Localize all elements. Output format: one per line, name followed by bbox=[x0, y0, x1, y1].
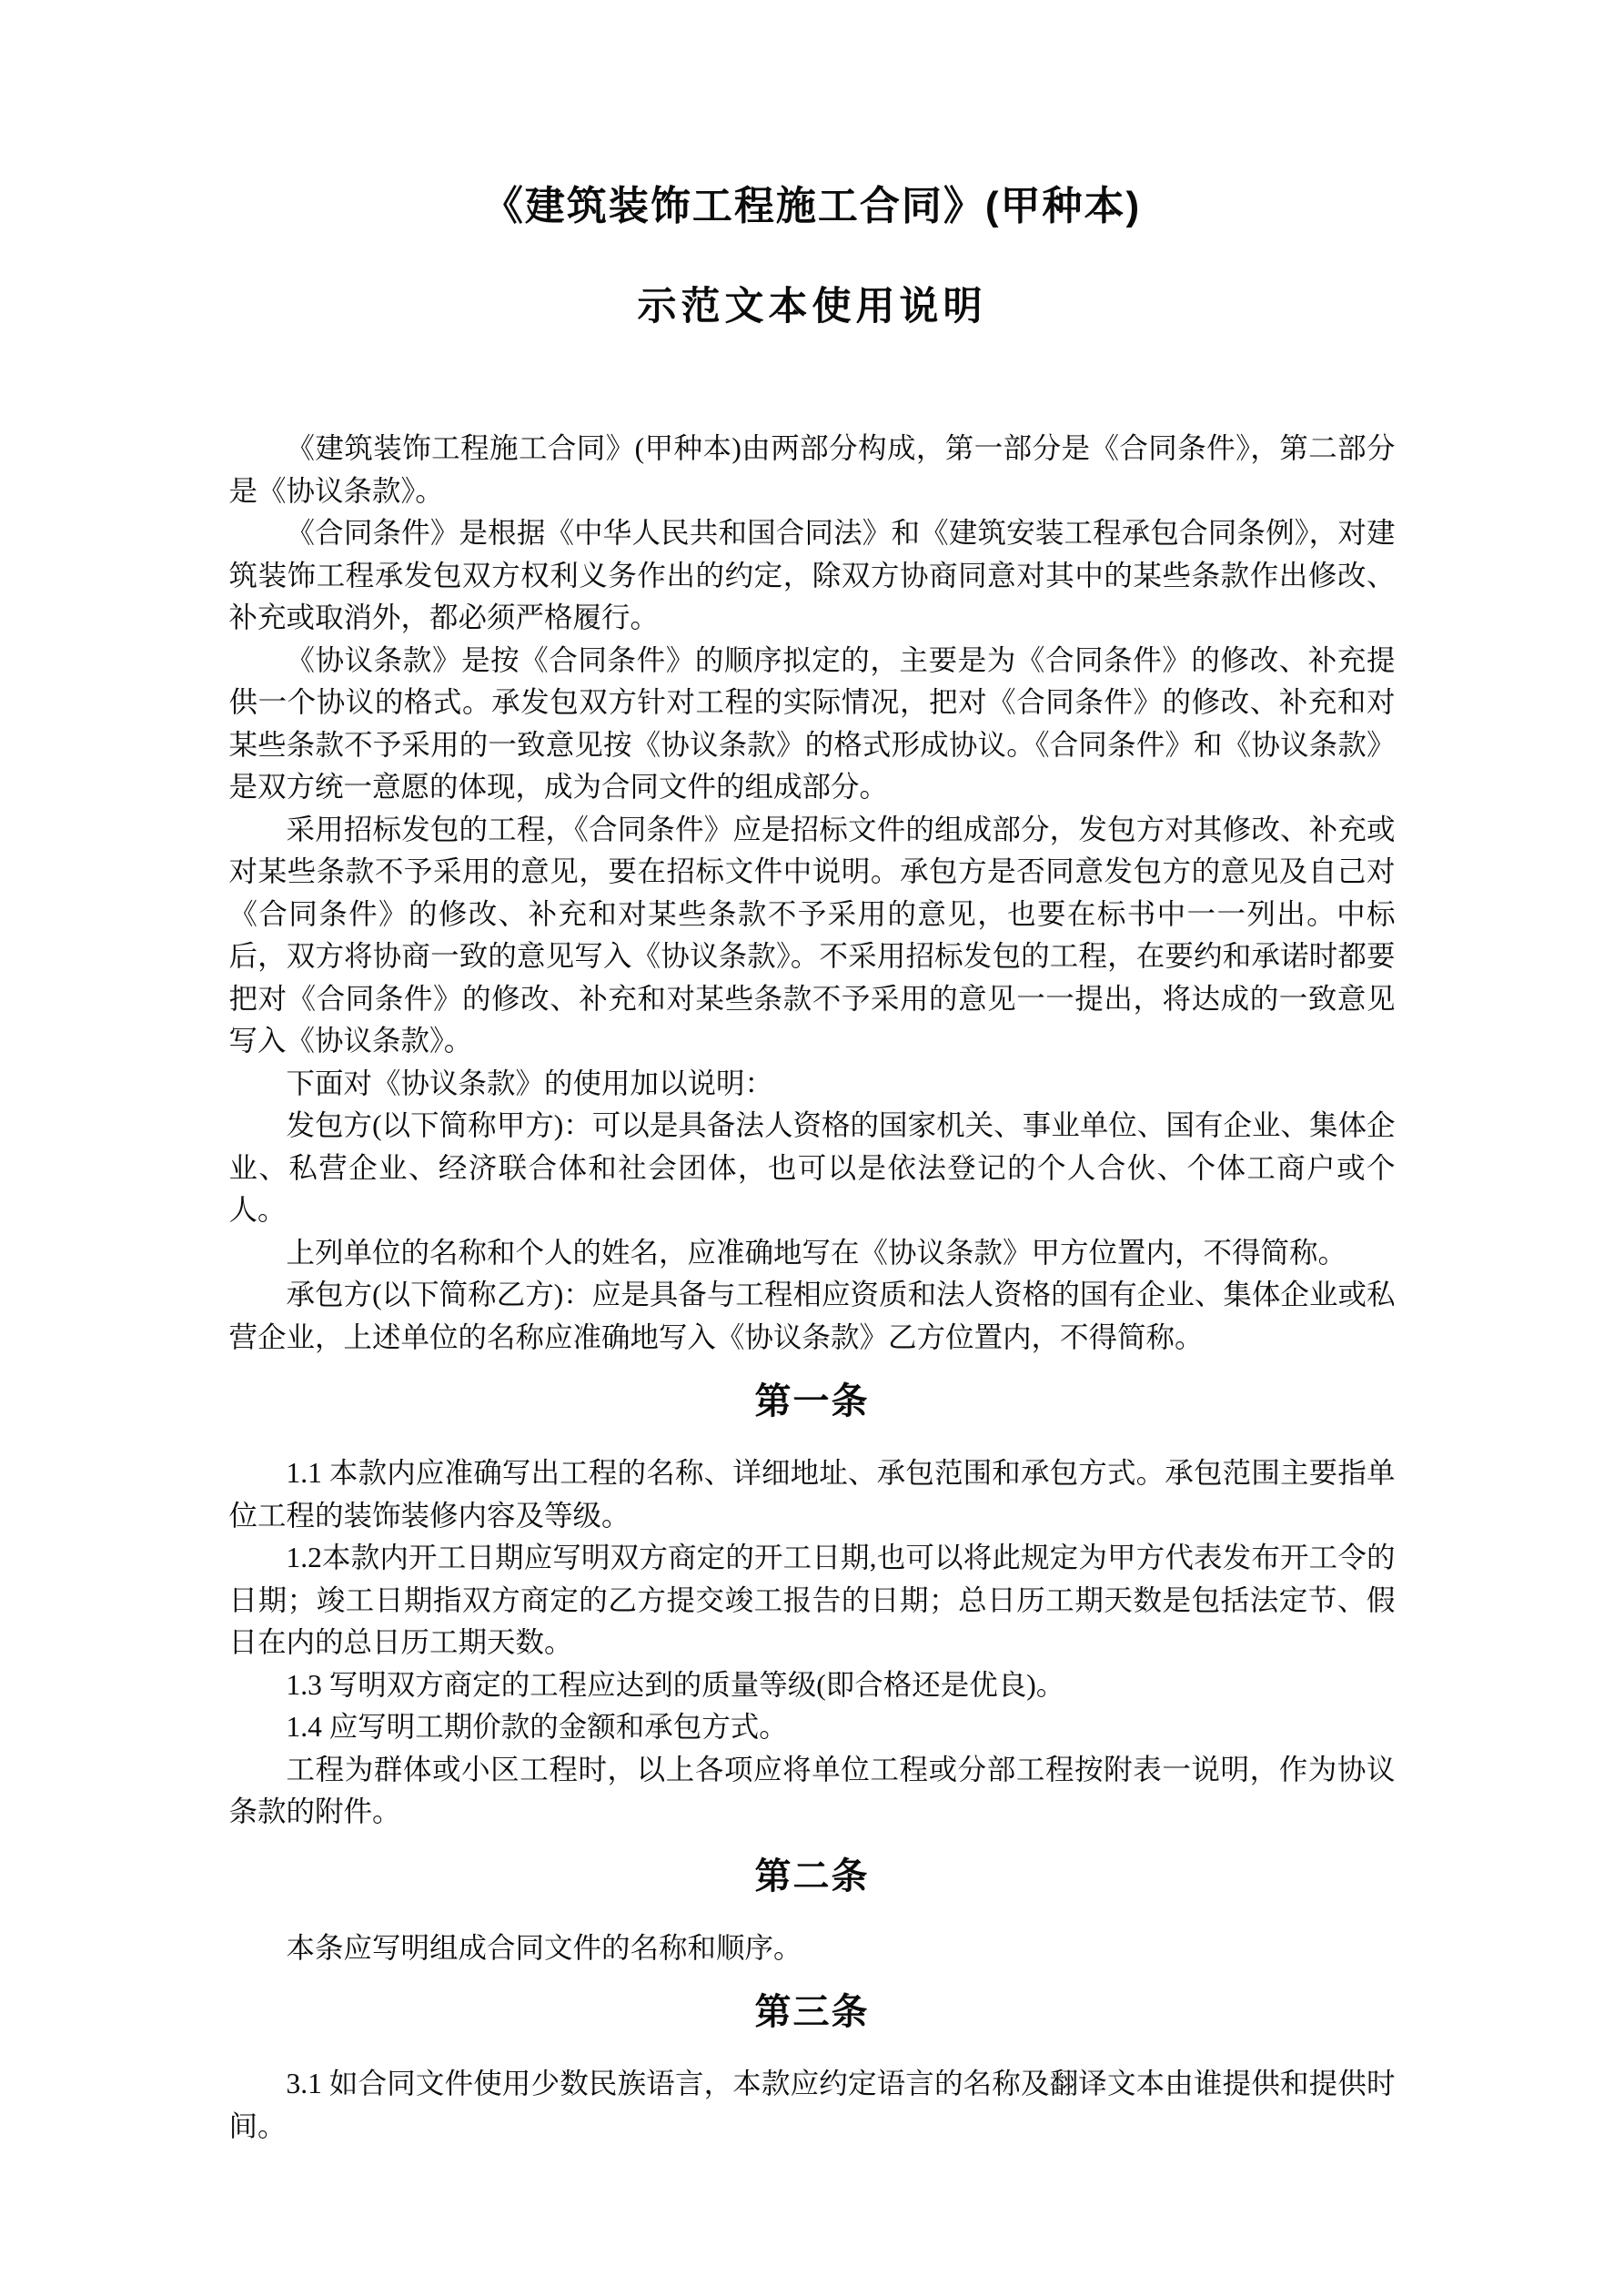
body-paragraph: 《合同条件》是根据《中华人民共和国合同法》和《建筑安装工程承包合同条例》，对建筑装饰工程承发包双方权利义务作出的约定，除双方协商同意对其中的某些条款作出修改、补充或取消外，都必须严格履行。 bbox=[228, 517, 1396, 634]
body-paragraph: 本条应写明组成合同文件的名称和顺序。 bbox=[286, 1931, 802, 1964]
body-paragraph: 承包方(以下简称乙方)：应是具备与工程相应资质和法人资格的国有企业、集体企业或私营企业，上述单位的名称应准确地写入《协议条款》乙方位置内，不得简称。 bbox=[228, 1279, 1396, 1353]
document-subtitle: 示范文本使用说明 bbox=[637, 284, 987, 329]
section-heading-article-2: 第二条 bbox=[754, 1856, 870, 1896]
body-paragraph: 上列单位的名称和个人的姓名，应准确地写在《协议条款》甲方位置内，不得简称。 bbox=[286, 1236, 1347, 1269]
document-content bbox=[229, 0, 1396, 2148]
body-paragraph: 1.2本款内开工日期应写明双方商定的开工日期,也可以将此规定为甲方代表发布开工令的日期；竣工日期指双方商定的乙方提交竣工报告的日期；总日历工期天数是包括法定节、假日在内的总日历工期天数。 bbox=[228, 1542, 1396, 1659]
body-paragraph: 《协议条款》是按《合同条件》的顺序拟定的，主要是为《合同条件》的修改、补充提供一个协议的格式。承发包双方针对工程的实际情况，把对《合同条件》的修改、补充和对某些条款不予采用的一致意见按《协议条款》的格式形成协议。《合同条件》和《协议条款》是双方统一意愿的体现，成为合同文件的组成部分。 bbox=[228, 643, 1396, 804]
document-title: 《建筑装饰工程施工合同》(甲种本) bbox=[482, 184, 1142, 228]
document-body bbox=[229, 428, 1396, 2148]
body-paragraph: 1.3 写明双方商定的工程应达到的质量等级(即合格还是优良)。 bbox=[286, 1668, 1065, 1701]
body-paragraph: 1.1 本款内应准确写出工程的名称、详细地址、承包范围和承包方式。承包范围主要指单位工程的装饰装修内容及等级。 bbox=[228, 1457, 1396, 1532]
body-paragraph: 采用招标发包的工程，《合同条件》应是招标文件的组成部分，发包方对其修改、补充或对某些条款不予采用的意见，要在招标文件中说明。承包方是否同意发包方的意见及自己对《合同条件》的修改、补充和对某些条款不予采用的意见，也要在标书中一一列出。中标后，双方将协商一致的意见写入《协议条款》。不采用招标发包的工程，在要约和承诺时都要把对《合同条件》的修改、补充和对某些条款不予采用的意见一一提出，将达成的一致意见写入《协议条款》。 bbox=[228, 813, 1396, 1057]
body-paragraph: 1.4 应写明工期价款的金额和承包方式。 bbox=[286, 1711, 788, 1744]
body-paragraph: 发包方(以下简称甲方)：可以是具备法人资格的国家机关、事业单位、国有企业、集体企业、私营企业、经济联合体和社会团体，也可以是依法登记的个人合伙、个体工商户或个人。 bbox=[228, 1109, 1396, 1227]
body-paragraph: 工程为群体或小区工程时，以上各项应将单位工程或分部工程按附表一说明，作为协议条款的附件。 bbox=[228, 1753, 1396, 1828]
body-paragraph: 3.1 如合同文件使用少数民族语言，本款应约定语言的名称及翻译文本由谁提供和提供时间。 bbox=[228, 2068, 1396, 2142]
body-paragraph: 《建筑装饰工程施工合同》(甲种本)由两部分构成，第一部分是《合同条件》，第二部分是《协议条款》。 bbox=[228, 432, 1396, 507]
section-heading-article-1: 第一条 bbox=[754, 1381, 870, 1422]
body-paragraph: 下面对《协议条款》的使用加以说明： bbox=[286, 1067, 774, 1099]
section-heading-article-3: 第三条 bbox=[754, 1992, 870, 2033]
